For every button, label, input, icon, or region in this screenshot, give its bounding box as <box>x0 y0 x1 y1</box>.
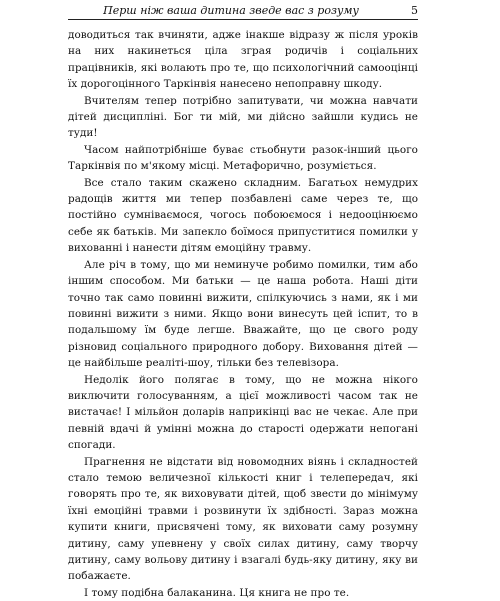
paragraph: Вчителям тепер потрібно запитувати, чи можна навчати дітей дисципліні. Бог ти мій, ми дійсно зайшли кудись не туди! <box>68 94 418 140</box>
paragraph: Все стало таким скажено складним. Багатьох немудрих радощів життя ми тепер позбавлені саме через те, що постійно сумніваємося, чогось побоюємося і недооцінюємо себе як батьків. Ми запекло боїмося припуститися помилки у вихованні і нанести дітям емоційну травму. <box>68 176 418 255</box>
paragraph: доводиться так вчиняти, адже інакше відразу ж після уроків на них накинеться ціла зграя родичів і соціальних працівників, які волають про те, що психологічний самооцінці їх дорогоцінного Таркінвія нанесено непоправну шкоду. <box>68 29 418 91</box>
paragraph: Недолік його полягає в тому, що не можна нікого виключити голосуванням, а цієї можливості часом так не вистачає! І мільйон доларів наприкінці вас не чекає. Але при певній вдачі й умінні можна до старості одержати непогані спогади. <box>68 373 418 452</box>
paragraph: І тому подібна балаканина. Ця книга не про те. <box>84 586 350 599</box>
body-text <box>68 27 418 601</box>
running-header <box>68 4 418 20</box>
running-title: Перш ніж ваша дитина зведе вас з розуму <box>103 4 359 17</box>
page-number: 5 <box>411 4 418 17</box>
paragraph: Але річ в тому, що ми неминуче робимо помилки, тим або іншим способом. Ми батьки — це наша робота. Наші діти точно так само повинні вижити, спілкуючись з нами, як і ми повинні вижити з ними. Якщо вони винесуть цей іспит, то в подальшому їм буде легше. Вважайте, що це свого роду різновид соціального природного добору. Виховання дітей — це найбільше реаліті-шоу, тільки без телевізора. <box>68 258 418 370</box>
paragraph: Прагнення не відстати від новомодних віянь і складностей стало темою величезної кількості книг і телепередач, які говорять про те, як виховувати дітей, щоб звести до мінімуму їхні емоційні травми і розвинути їх здібності. Зараз можна купити книги, присвячені тому, як виховати саму розумну дитину, саму упевнену у своїх силах дитину, саму творчу дитину, саму вольову дитину і взагалі будь-яку дитину, яку ви побажаєте. <box>68 455 418 583</box>
paragraph: Часом найпотрібніше буває стьобнути разок-інший цього Таркінвія по м'якому місці. Метафорично, розуміється. <box>68 143 418 173</box>
